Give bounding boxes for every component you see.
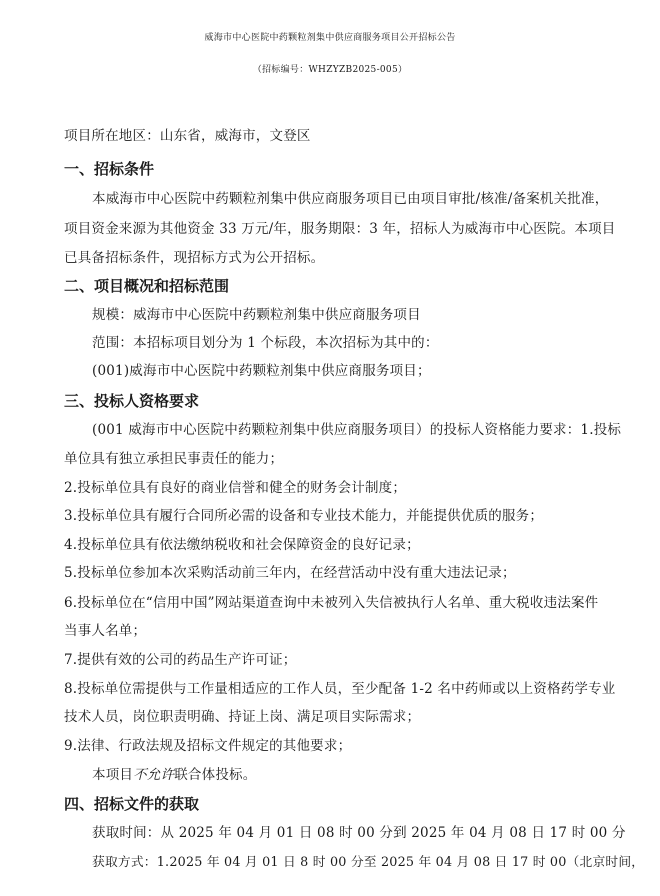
consortium-note <box>92 765 256 785</box>
requirement-line: 技术人员，岗位职责明确、持证上岗、满足项目实际需求； <box>64 709 421 725</box>
requirement-line: 单位具有独立承担民事责任的能力； <box>64 451 284 467</box>
section-heading-qualifications: 三、投标人资格要求 <box>64 392 200 410</box>
section-heading-documents: 四、招标文件的获取 <box>64 795 200 813</box>
requirement-line: 8.投标单位需提供与工作量相适应的工作人员，至少配备 1-2 名中药师或以上资格药学专业 <box>64 681 616 697</box>
project-lot: (001)威海市中心医院中药颗粒剂集中供应商服务项目； <box>92 363 431 379</box>
project-location: 项目所在地区：山东省，威海市，文登区 <box>64 128 311 144</box>
requirement-item: 7.提供有效的公司的药品生产许可证； <box>64 652 297 668</box>
section-heading-project-overview: 二、项目概况和招标范围 <box>64 277 230 295</box>
project-scale: 规模：威海市中心医院中药颗粒剂集中供应商服务项目 <box>92 307 421 323</box>
paragraph-line: 项目资金来源为其他资金 33 万元/年，服务期限：3 年，招标人为威海市中心医院。本项目 <box>64 221 616 237</box>
requirement-item: 5.投标单位参加本次采购活动前三年内，在经营活动中没有重大违法记录； <box>64 565 516 581</box>
project-scope: 范围：本招标项目划分为 1 个标段，本次招标为其中的： <box>92 335 439 351</box>
requirement-item: 3.投标单位具有履行合同所必需的设备和专业技术能力，并能提供优质的服务； <box>64 508 544 524</box>
acquisition-time: 获取时间：从 2025 年 04 月 01 日 08 时 00 分到 2025 年 04 月 08 日 17 时 00 分 <box>92 825 626 841</box>
paragraph-line: 已具备招标条件，现招标方式为公开招标。 <box>64 250 325 266</box>
paragraph-line: 本威海市中心医院中药颗粒剂集中供应商服务项目已由项目审批/核准/备案机关批准， <box>92 191 609 207</box>
consortium-text: 联合体投标。 <box>174 767 257 783</box>
requirement-line: (001 威海市中心医院中药颗粒剂集中供应商服务项目）的投标人资格能力要求：1.投标 <box>92 422 622 438</box>
requirement-line: 当事人名单； <box>64 623 147 639</box>
consortium-text: 本项目 <box>92 767 134 783</box>
requirement-item: 4.投标单位具有依法缴纳税收和社会保障资金的良好记录； <box>64 537 420 553</box>
bid-number: （招标编号：WHZYZB2025-005） <box>252 65 408 75</box>
requirement-line: 6.投标单位在“信用中国”网站渠道查询中未被列入失信被执行人名单、重大税收违法案件 <box>64 595 599 611</box>
acquisition-method: 获取方式：1.2025 年 04 月 01 日 8 时 00 分至 2025 年 04 月 08 日 17 时 00（北京时间， <box>92 855 645 870</box>
requirement-item: 2.投标单位具有良好的商业信誉和健全的财务会计制度； <box>64 480 407 496</box>
consortium-emphasis: 不允许 <box>133 767 175 783</box>
requirement-item: 9.法律、行政法规及招标文件规定的其他要求； <box>64 738 352 754</box>
document-title: 威海市中心医院中药颗粒剂集中供应商服务项目公开招标公告 <box>204 33 456 43</box>
section-heading-bidding-conditions: 一、招标条件 <box>64 160 155 178</box>
